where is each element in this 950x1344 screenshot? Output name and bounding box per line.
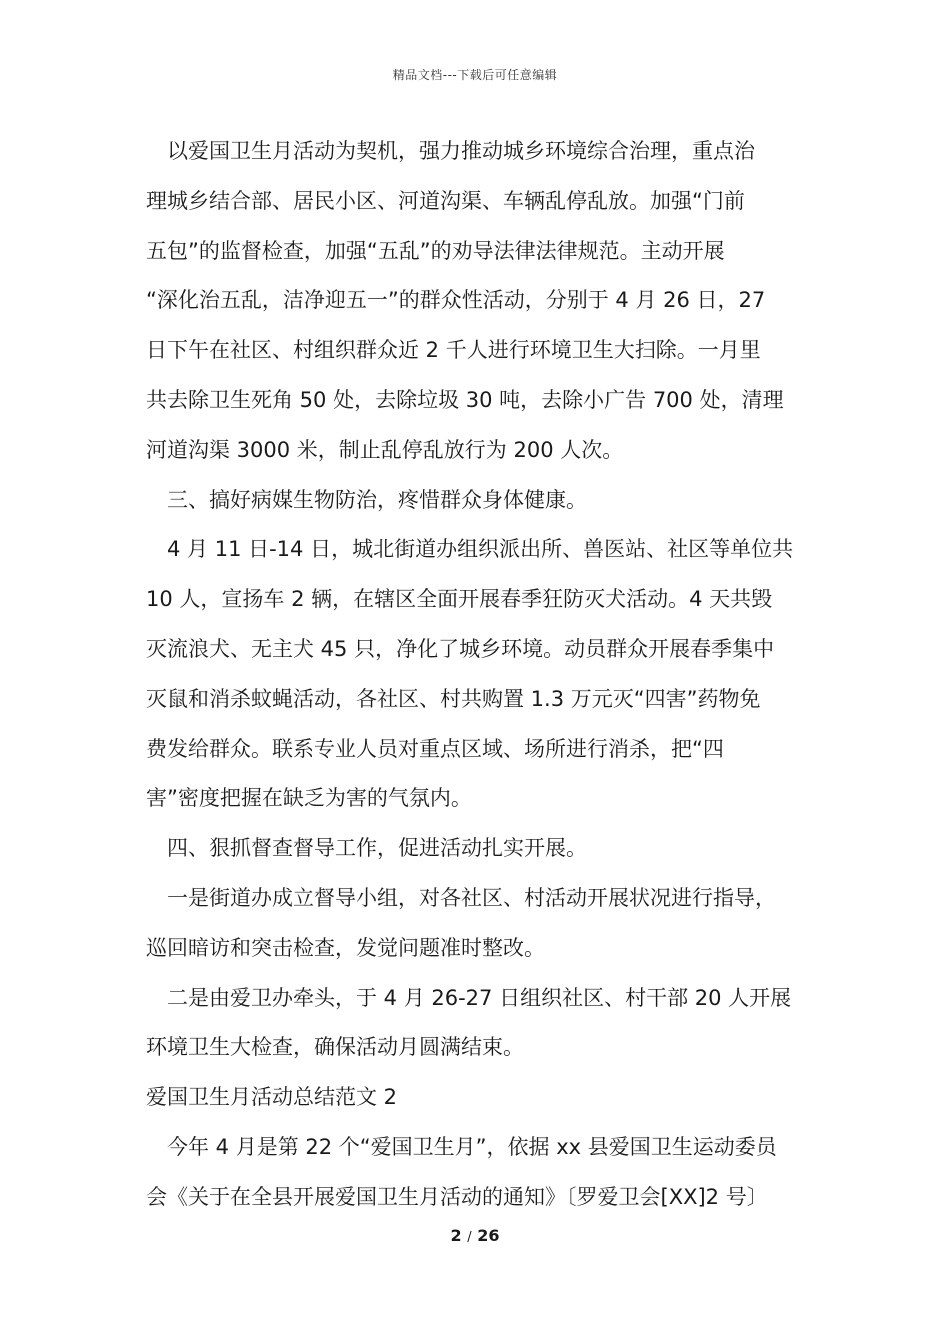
text-line: 理城乡结合部、居民小区、河道沟渠、车辆乱停乱放。加强“门前 xyxy=(146,188,745,213)
text-line: 今年 4 月是第 22 个“爱国卫生月”，依据 xx 县爱国卫生运动委员 xyxy=(146,1134,777,1159)
text-line: 10 人，宣扬车 2 辆，在辖区全面开展春季狂防灭犬活动。4 天共毁 xyxy=(146,587,773,612)
text-line: 五包”的监督检查，加强“五乱”的劝导法律法律规范。主动开展 xyxy=(146,238,725,263)
text-line: 4 月 11 日-14 日，城北街道办组织派出所、兽医站、社区等单位共 xyxy=(146,537,794,562)
section-heading-4: 四、狠抓督查督导工作，促进活动扎实开展。 xyxy=(146,836,587,861)
page-separator: / xyxy=(467,1230,472,1245)
text-line: 以爱国卫生月活动为契机，强力推动城乡环境综合治理，重点治 xyxy=(146,139,755,163)
text-line: 共去除卫生死角 50 处，去除垃圾 30 吨，去除小广告 700 处，清理 xyxy=(146,387,784,412)
page-header: 精品文档---下载后可任意编辑 xyxy=(392,68,558,82)
text-line: 巡回暗访和突击检查，发觉问题准时整改。 xyxy=(146,935,545,960)
document-body xyxy=(146,127,826,1223)
page-number xyxy=(0,1226,950,1245)
total-pages: 26 xyxy=(477,1226,500,1245)
text-line: 会《关于在全县开展爱国卫生月活动的通知》〔罗爱卫会[XX]2 号〕 xyxy=(146,1184,768,1209)
current-page: 2 xyxy=(450,1226,462,1245)
text-line: 害”密度把握在缺乏为害的气氛内。 xyxy=(146,786,472,811)
text-line: 费发给群众。联系专业人员对重点区域、场所进行消杀，把“四 xyxy=(146,736,724,761)
text-line: 河道沟渠 3000 米，制止乱停乱放行为 200 人次。 xyxy=(146,437,624,462)
section-heading-3: 三、搞好病媒生物防治，疼惜群众身体健康。 xyxy=(146,487,587,512)
text-line: 二是由爱卫办牵头，于 4 月 26-27 日组织社区、村干部 20 人开展 xyxy=(146,985,792,1010)
text-line: 灭鼠和消杀蚊蝇活动，各社区、村共购置 1.3 万元灭“四害”药物免 xyxy=(146,686,761,711)
text-line: 环境卫生大检查，确保活动月圆满结束。 xyxy=(146,1035,524,1060)
text-line: 日下午在社区、村组织群众近 2 千人进行环境卫生大扫除。一月里 xyxy=(146,338,761,363)
text-line: 一是街道办成立督导小组，对各社区、村活动开展状况进行指导， xyxy=(146,885,776,910)
text-line: 灭流浪犬、无主犬 45 只，净化了城乡环境。动员群众开展春季集中 xyxy=(146,636,775,661)
document-title-2: 爱国卫生月活动总结范文 2 xyxy=(146,1085,398,1110)
text-line: “深化治五乱，洁净迎五一”的群众性活动，分别于 4 月 26 日，27 xyxy=(146,288,766,313)
